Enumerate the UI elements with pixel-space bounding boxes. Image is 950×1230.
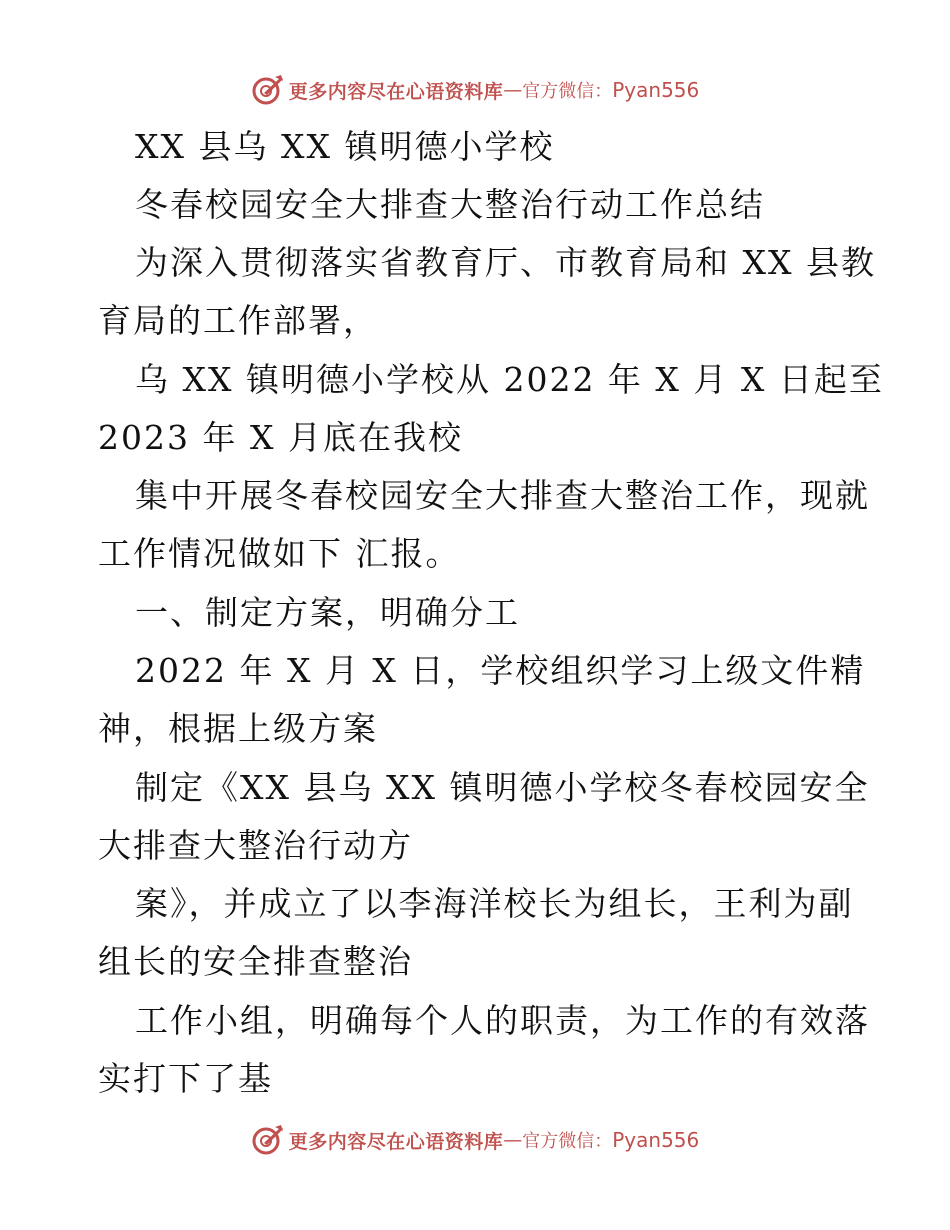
banner-separator: —	[503, 1129, 523, 1151]
doc-line: XX 县乌 XX 镇明德小学校	[135, 127, 555, 166]
doc-line: 集中开展冬春校园安全大排查大整治工作，现就	[135, 476, 870, 515]
doc-line: 一、制定方案，明确分工	[135, 593, 520, 632]
doc-line: 组长的安全排查整治	[98, 942, 413, 981]
doc-line: 制定《XX 县乌 XX 镇明德小学校冬春校园安全	[135, 768, 870, 807]
quill-circle-logo-icon	[251, 73, 285, 107]
doc-line: 育局的工作部署，	[98, 301, 378, 340]
doc-line: 为深入贯彻落实省教育厅、市教育局和 XX 县教	[135, 243, 876, 282]
banner-separator: —	[503, 79, 523, 101]
doc-line: 工作情况做如下 汇报。	[98, 534, 461, 573]
doc-line: 神，根据上级方案	[98, 709, 378, 748]
banner-wechat-id: Pyan556	[612, 78, 700, 102]
banner-sub-text: 官方微信：	[522, 1131, 613, 1152]
doc-line: 乌 XX 镇明德小学校从 2022 年 X 月 X 日起至	[135, 360, 884, 399]
doc-line: 大排查大整治行动方	[98, 826, 413, 865]
banner-wechat-id: Pyan556	[612, 1128, 700, 1152]
banner-main-text: 更多内容尽在心语资料库	[288, 80, 504, 103]
footer-banner	[0, 1120, 950, 1160]
doc-line: 2023 年 X 月底在我校	[98, 418, 463, 457]
doc-line: 工作小组，明确每个人的职责，为工作的有效落	[135, 1001, 870, 1040]
doc-line: 实打下了基	[98, 1059, 273, 1098]
doc-line: 2022 年 X 月 X 日，学校组织学习上级文件精	[135, 651, 866, 690]
banner-sub-text: 官方微信：	[522, 81, 613, 102]
banner-main-text: 更多内容尽在心语资料库	[288, 1130, 504, 1153]
doc-line: 案》，并成立了以李海洋校长为组长，王利为副	[135, 884, 854, 923]
doc-line: 冬春校园安全大排查大整治行动工作总结	[135, 185, 765, 224]
quill-circle-logo-icon	[251, 1123, 285, 1157]
header-banner	[0, 70, 950, 110]
